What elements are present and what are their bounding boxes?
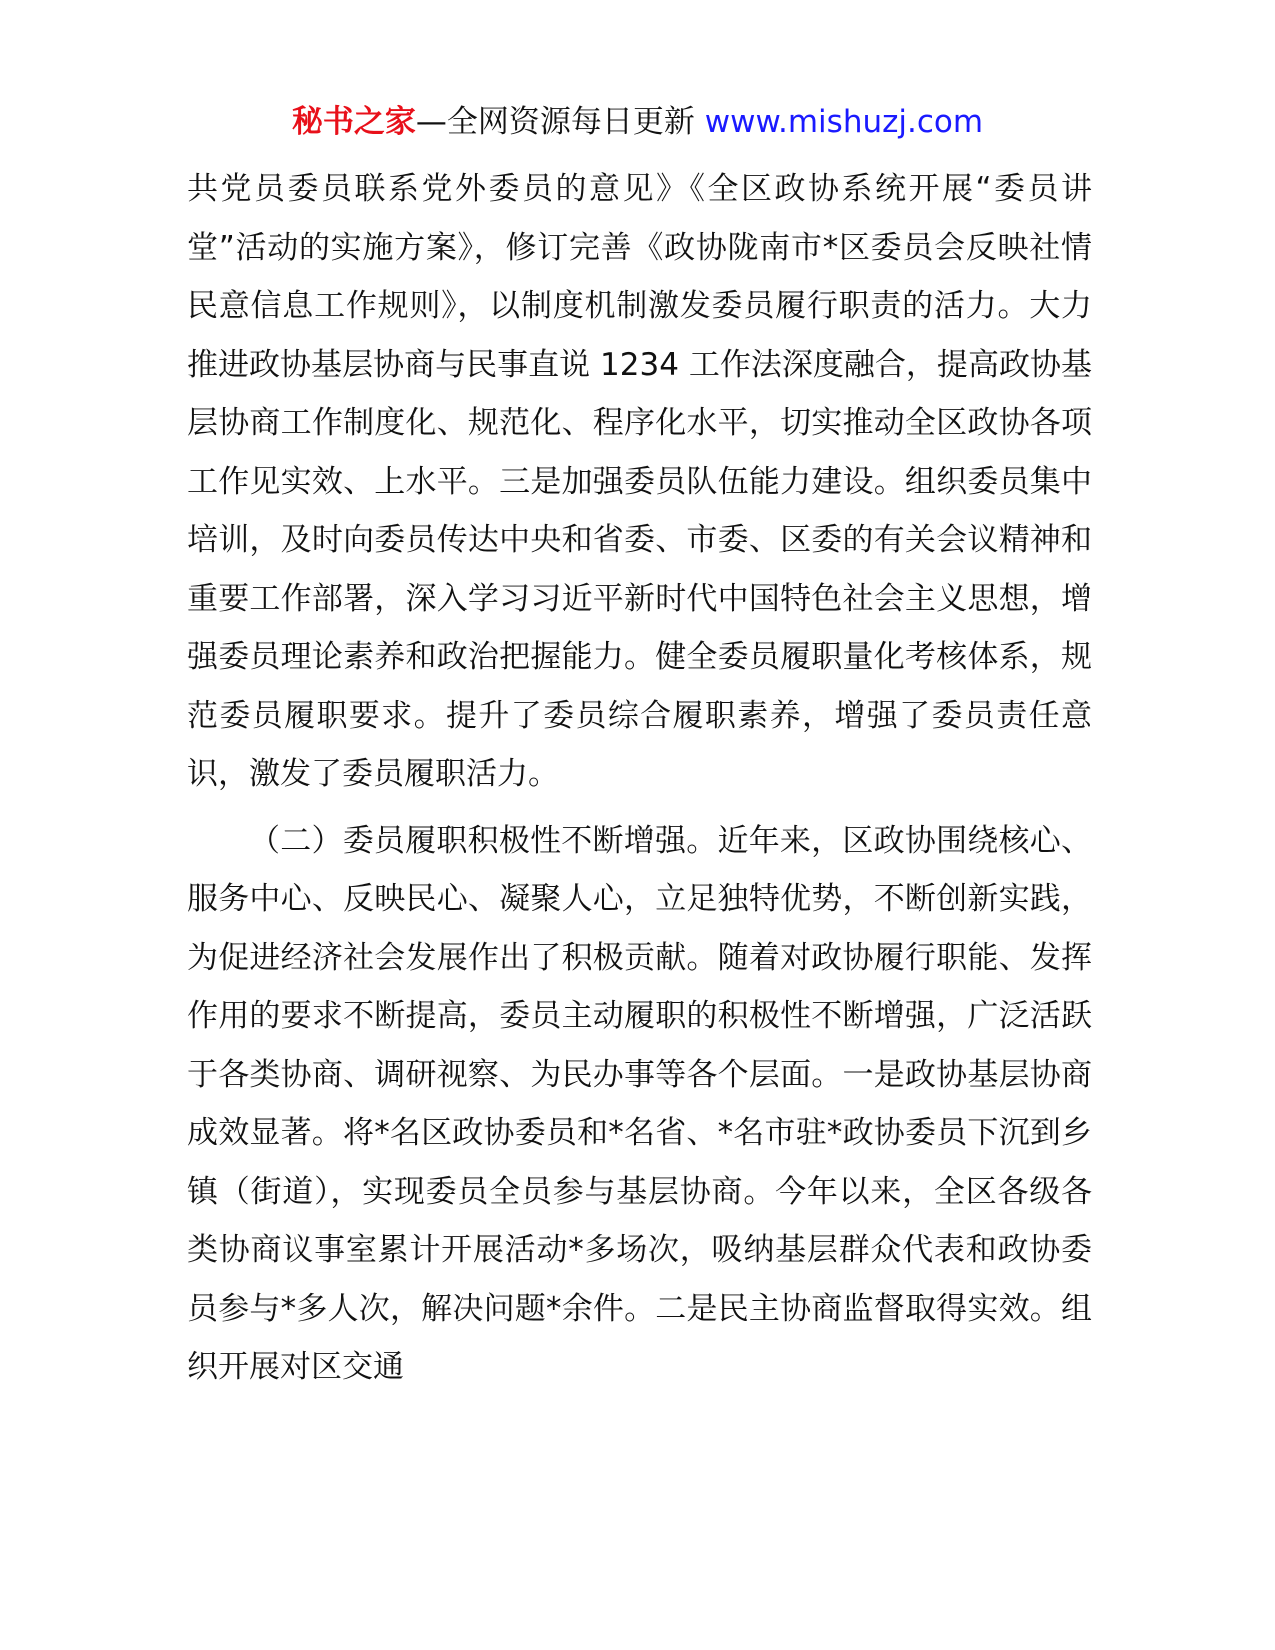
site-url-link[interactable]: www.mishuzj.com (704, 104, 984, 140)
paragraph-continued: 共党员委员联系党外委员的意见》《全区政协系统开展“委员讲堂”活动的实施方案》，修订完善《政协陇南市*区委员会反映社情民意信息工作规则》，以制度机制激发委员履行职责的活力。大力推进政协基层协商与民事直说 1234 工作法深度融合，提高政协基层协商工作制度化、规范化、程序化水平，切实推动全区政协各项工作见实效、上水平。三是加强委员队伍能力建设。组织委员集中培训，及时向委员传达中央和省委、市委、区委的有关会议精神和重要工作部署，深入学习习近平新时代中国特色社会主义思想，增强委员理论素养和政治把握能力。健全委员履职量化考核体系，规范委员履职要求。提升了委员综合履职素养，增强了委员责任意识，激发了委员履职活力。 (187, 171, 1092, 792)
paragraph-section-two: （二）委员履职积极性不断增强。近年来，区政协围绕核心、服务中心、反映民心、凝聚人心，立足独特优势，不断创新实践，为促进经济社会发展作出了积极贡献。随着对政协履行职能、发挥作用的要求不断提高，委员主动履职的积极性不断增强，广泛活跃于各类协商、调研视察、为民办事等各个层面。一是政协基层协商成效显著。将*名区政协委员和*名省、*名市驻*政协委员下沉到乡镇（街道），实现委员全员参与基层协商。今年以来，全区各级各类协商议事室累计开展活动*多场次，吸纳基层群众代表和政协委员参与*多人次，解决问题*余件。二是民主协商监督取得实效。组织开展对区交通 (187, 822, 1092, 1385)
site-tagline: —全网资源每日更新 (415, 104, 705, 140)
document-body (187, 160, 1092, 1397)
watermark-header (0, 100, 1275, 144)
site-brand: 秘书之家 (291, 104, 416, 140)
